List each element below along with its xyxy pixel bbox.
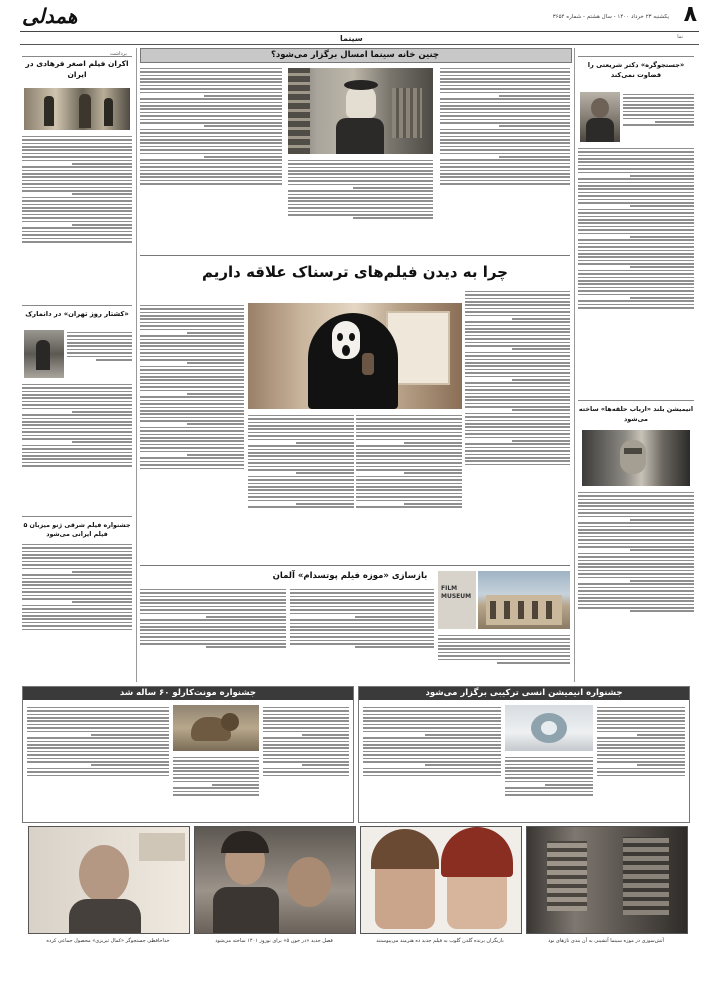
museum-headline: بازسازی «موزه فیلم پوتسدام» آلمان — [272, 571, 428, 581]
strip-photo-2 — [360, 826, 522, 934]
strip-caption-2: بازیگران برنده گلدن گلوب به فیلم جدید ده هنرمند می‌پیوستند — [376, 938, 504, 944]
feature-body-mid-1 — [248, 413, 354, 561]
annecy-body-1 — [597, 705, 685, 819]
right-body-1a — [623, 92, 694, 144]
center-top-body-2 — [288, 158, 433, 252]
monte-carlo-photo — [173, 705, 259, 751]
right-body-1b — [578, 146, 694, 396]
feature-body-mid-2 — [356, 413, 462, 561]
right-headline-1: «جستجوگره» دکتر شریعتی را قضاوت نمی‌کند — [587, 61, 685, 79]
center-top-body-3 — [140, 66, 282, 251]
museum-body-1 — [438, 633, 570, 681]
section-name: سینما — [340, 34, 363, 43]
feature-headline: چرا به دیدن فیلم‌های ترسناک علاقه داریم — [201, 263, 508, 281]
left-column — [22, 48, 132, 682]
annecy-body-3 — [363, 705, 501, 819]
annecy-headline: جشنواره انیمیشن انسی ترکیبی برگزار می‌شود — [359, 687, 689, 700]
left-photo-2 — [24, 330, 64, 378]
strip-caption-1: آتش‌سوزی در موزه سینما آتشینی به آن بندی نازهای نود — [548, 938, 664, 944]
center-top-photo — [288, 68, 433, 154]
monte-carlo-body-2 — [173, 755, 259, 819]
museum-photo-building — [478, 571, 570, 629]
museum-sign-text: FILM MUSEUM — [441, 585, 472, 600]
annecy-box — [358, 686, 690, 823]
date-line: یکشنبه ۲۳ خرداد ۱۴۰۰ - سال هشتم - شماره ۳۶۵۴ — [552, 14, 669, 20]
museum-story — [140, 565, 570, 682]
left-body-4 — [22, 542, 132, 682]
strip-photo-4 — [28, 826, 190, 934]
bottom-photo-strip — [22, 826, 690, 976]
right-column — [578, 48, 694, 682]
feature-body-left — [140, 303, 244, 561]
feature-story — [140, 255, 570, 563]
annecy-photo — [505, 705, 593, 751]
strip-photo-3 — [194, 826, 356, 934]
page-number: ۸ — [683, 2, 697, 27]
right-body-2 — [578, 490, 694, 682]
museum-body-2 — [290, 587, 434, 681]
feature-photo — [248, 303, 462, 409]
center-top-headline: چنین خانه سینما امسال برگزار می‌شود؟ — [270, 50, 440, 60]
museum-body-3 — [140, 587, 286, 681]
right-photo-1 — [580, 92, 620, 142]
newspaper-logo: همدلی — [22, 4, 78, 28]
strip-caption-3: فصل جدید «در خون ۵» برای نوروز ۱۴۰۱ ساخته می‌شود — [215, 938, 333, 944]
left-photo-1 — [24, 88, 130, 130]
center-top-story — [140, 48, 570, 253]
right-headline-2: انیمیشن بلند «ارباب حلقه‌ها» ساخته می‌شود — [578, 405, 694, 423]
monte-carlo-box — [22, 686, 354, 823]
museum-photo-sign — [438, 571, 476, 629]
feature-body-right — [465, 289, 570, 561]
monte-carlo-body-3 — [27, 705, 169, 819]
section-left-label: برداشت — [110, 51, 127, 57]
strip-photo-1 — [526, 826, 688, 934]
strip-caption-4: خداحافظی جستجوگر «کمال تبریزی» محصول جماعی کرده — [46, 938, 170, 944]
left-body-1 — [22, 134, 132, 304]
left-headline-2: «کشتار روز تهران» در دانمارک — [25, 310, 129, 318]
left-body-3 — [22, 382, 132, 514]
monte-carlo-body-1 — [263, 705, 349, 819]
left-body-2 — [67, 330, 132, 380]
section-right-label: نما — [677, 34, 683, 40]
monte-carlo-headline: جشنواره مونت‌کارلو ۶۰ ساله شد — [23, 687, 353, 700]
left-headline-1: اکران فیلم اصغر فرهادی در ایران — [25, 59, 129, 79]
annecy-body-2 — [505, 755, 593, 819]
right-photo-2 — [582, 430, 690, 486]
center-top-body-1 — [440, 66, 570, 251]
left-headline-3: جشنواره فیلم شرقی ژنو میزبان ۵ فیلم ایرانی می‌شود — [23, 522, 131, 538]
